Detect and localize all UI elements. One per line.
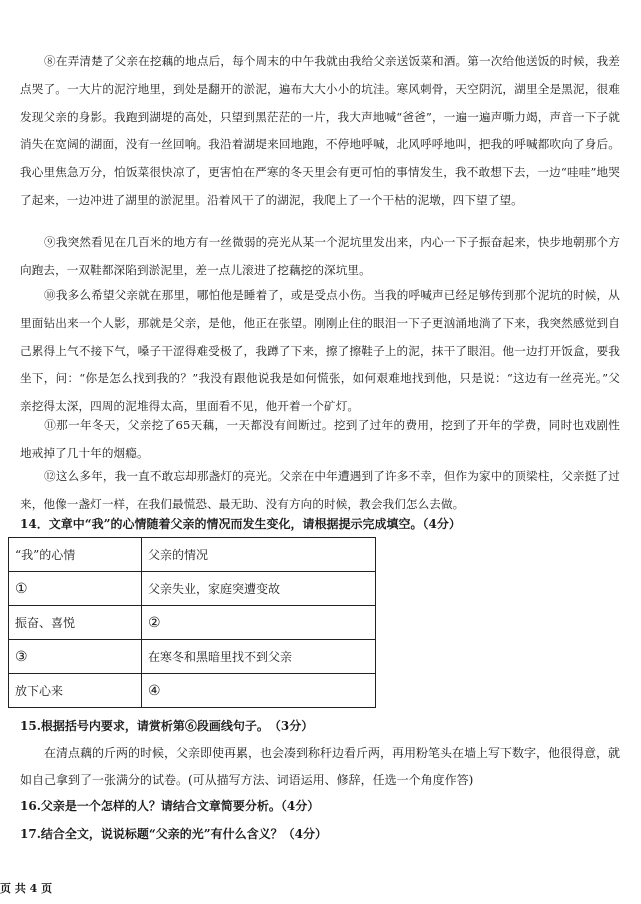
table-cell-blank[interactable]: ③ — [9, 640, 142, 674]
paragraph-12 — [20, 463, 620, 519]
table-cell-blank[interactable]: ④ — [142, 674, 376, 708]
table-cell: 振奋、喜悦 — [9, 606, 142, 640]
question-17: 17.结合全文，说说标题“父亲的光”有什么含义？（4分） — [20, 827, 328, 841]
paragraph-12-text: ⑫这么多年，我一直不敢忘却那盏灯的亮光。父亲在中年遭遇到了许多不幸，但作为家中的顶梁柱，父亲挺了过来，他像一盏灯一样，在我们最慌恐、最无助、没有方向的时候，教会我们怎么去做。 — [20, 469, 620, 511]
table-header-cell: 父亲的情况 — [142, 538, 376, 572]
paragraph-10-text: ⑩我多么希望父亲就在那里，哪怕他是睡着了，或是受点小伤。当我的呼喊声已经足够传到那个泥坑的时候，从里面钻出来一个人影，那就是父亲，是他，他正在张望。刚刚止住的眼泪一下子更汹涌地淌了下来，我突然感觉到自己累得上气不接下气，嗓子干涩得难受极了，我蹲了下来，擦了擦鞋子上的泥，抹干了眼泪。他一边打开饭盒，要我坐下，问：“你是怎么找到我的？”我没有跟他说我是如何慌张，如何艰难地找到他，只是说：“这边有一丝亮光。”父亲挖得太深，四周的泥堆得太高，里面看不见，他开着一个矿灯。 — [20, 288, 620, 414]
table-header-row — [9, 538, 376, 572]
page-footer: 页 共 4 页 — [0, 882, 53, 895]
question-14: 14．文章中“我”的心情随着父亲的情况而发生变化，请根据提示完成填空。（4分） — [20, 517, 461, 531]
table-cell: 放下心来 — [9, 674, 142, 708]
table-cell-blank[interactable]: ② — [142, 606, 376, 640]
table-row — [9, 674, 376, 708]
table-cell: 父亲失业，家庭突遭变故 — [142, 572, 376, 606]
mood-table — [8, 537, 376, 708]
paragraph-8 — [20, 48, 620, 215]
question-15-sentence: 在清点藕的斤两的时候，父亲即使再累，也会凑到称秆边看斤两，再用粉笔头在墙上写下数字，他很得意，就如自己拿到了一张满分的试卷。(可从描写方法、词语运用、修辞，任选一个角度作答) — [20, 746, 621, 787]
paragraph-10 — [20, 282, 620, 421]
paragraph-9 — [20, 229, 620, 285]
table-header-cell: “我”的心情 — [9, 538, 142, 572]
table-cell-blank[interactable]: ① — [9, 572, 142, 606]
paragraph-11 — [20, 412, 620, 468]
question-15: 15.根据括号内要求，请赏析第⑥段画线句子。 （3分） — [20, 719, 314, 733]
table-row — [9, 572, 376, 606]
paragraph-8-text: ⑧在弄清楚了父亲在挖藕的地点后，每个周末的中午我就由我给父亲送饭菜和酒。第一次给他送饭的时候，我差点哭了。一大片的泥泞地里，到处是翻开的淤泥，遍布大大小小的坑洼。寒风刺骨，天空阴沉，湖里全是黑泥，很难发现父亲的身影。我跑到湖堤的高处，只望到黑茫茫的一片，我大声地喊“爸爸”，一遍一遍声嘶力竭，声音一下子就消失在宽阔的湖面，没有一丝回响。我沿着湖堤来回地跑，不停地呼喊，北风呼呼地叫，把我的呼喊都吹向了身后。我心里焦急万分，怕饭菜很快凉了，更害怕在严寒的冬天里会有更可怕的事情发生，我不敢想下去，一边“哇哇”地哭了起来，一边冲进了湖里的淤泥里。沿着风干了的湖泥，我爬上了一个干枯的泥墩，四下望了望。 — [20, 54, 620, 207]
paragraph-9-text: ⑨我突然看见在几百米的地方有一丝微弱的亮光从某一个泥坑里发出来，内心一下子振奋起来，快步地朝那个方向跑去，一双鞋都深陷到淤泥里，差一点儿滚进了挖藕挖的深坑里。 — [20, 235, 620, 277]
paragraph-11-text: ⑪那一年冬天，父亲挖了65天藕，一天都没有间断过。挖到了过年的费用，挖到了开年的学费，同时也戏剧性地戒掉了几十年的烟瘾。 — [20, 418, 620, 460]
table-row — [9, 606, 376, 640]
question-16: 16.父亲是一个怎样的人？请结合文章简要分析。（4分） — [20, 799, 320, 813]
table-row — [9, 640, 376, 674]
table-cell: 在寒冬和黑暗里找不到父亲 — [142, 640, 376, 674]
